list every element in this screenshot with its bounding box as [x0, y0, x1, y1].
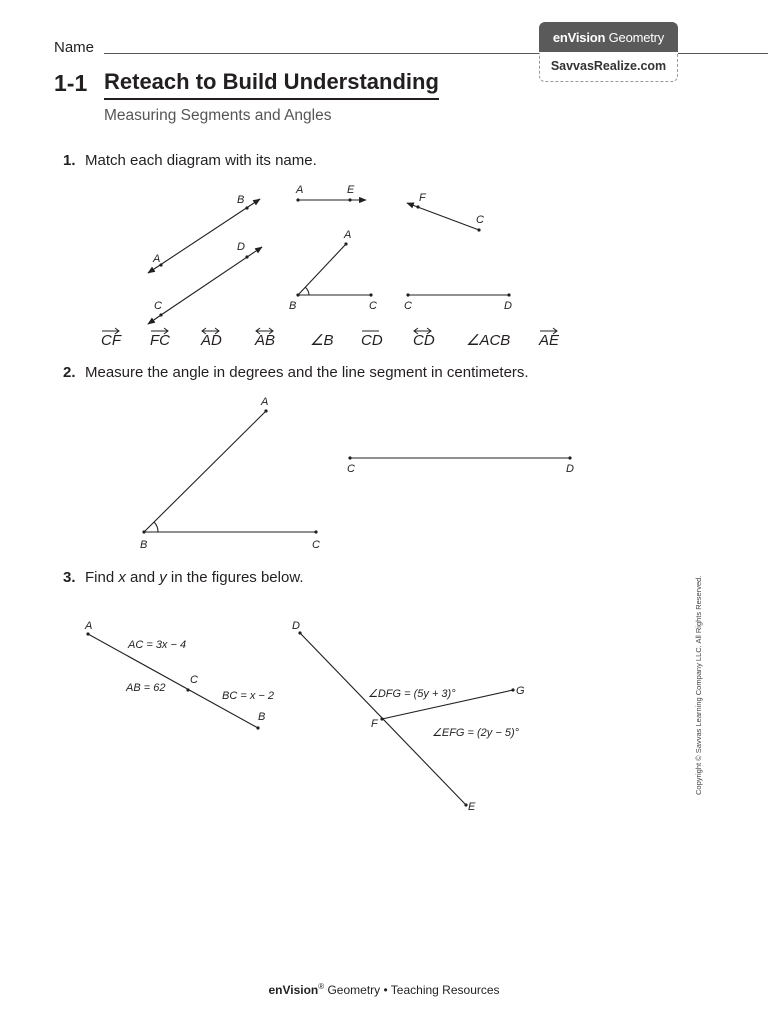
answer-choice [538, 328, 560, 349]
site-link[interactable]: SavvasRealize.com [539, 53, 678, 82]
question-3-pre: Find [85, 569, 119, 586]
q3-label-a: A [85, 620, 93, 632]
q1-label-a4: A [344, 229, 352, 241]
q2-angle-side-a [144, 411, 266, 532]
q1-label-d: D [237, 241, 245, 253]
q2-label-a: A [261, 396, 269, 408]
q1-label-b4: B [289, 300, 297, 312]
q1-label-e2: E [347, 184, 355, 196]
q2-label-b: B [140, 539, 148, 551]
q3-label-c: C [190, 674, 198, 686]
angle-b-arc [305, 287, 309, 295]
answer-choice-text: ∠ACB [466, 332, 511, 349]
q1-label-d5: D [504, 300, 512, 312]
q1-label-a2: A [296, 184, 304, 196]
q3-label-e: E [468, 801, 476, 813]
answer-choice-text: CD [361, 332, 383, 349]
answer-choice-text: FC [150, 332, 170, 349]
q1-label-f3: F [419, 192, 426, 204]
q2-label-c2: C [347, 463, 355, 475]
q3-eq-ac: AC = 3x − 4 [128, 639, 187, 651]
answer-choice-text: AE [539, 332, 560, 349]
answer-choice [310, 332, 333, 349]
question-2-text: Measure the angle in degrees and the line segment in centimeters. [85, 364, 529, 381]
question-3-mid: and [125, 569, 160, 586]
copyright-notice: Copyright © Savvas Learning Company LLC. All Rights Reserved. [694, 575, 703, 795]
line-ab [148, 199, 260, 273]
question-3-post: in the figures below. [166, 569, 304, 586]
question-1-number: 1. [63, 152, 76, 169]
q1-label-c: C [154, 300, 162, 312]
q3-eq-ab: AB = 62 [126, 682, 166, 694]
lesson-number: 1-1 [54, 70, 88, 96]
answer-choice-text: CF [101, 332, 121, 349]
q3-label-f: F [371, 718, 378, 730]
q2-label-d2: D [566, 463, 574, 475]
footer [0, 982, 768, 997]
q1-label-c3: C [476, 214, 484, 226]
question-2-number: 2. [63, 364, 76, 381]
q3-label-b: B [258, 711, 266, 723]
q1-label-a: A [153, 253, 161, 265]
q3-eq-efg: ∠EFG = (2y − 5)° [432, 727, 520, 739]
answer-choices [101, 328, 560, 349]
answer-choice-text: CD [413, 332, 435, 349]
answer-choice [101, 328, 122, 349]
answer-choice-text: ∠B [310, 332, 334, 349]
q3-eq-bc: BC = x − 2 [222, 690, 274, 702]
name-label: Name [54, 39, 95, 56]
q1-label-c5: C [404, 300, 412, 312]
lesson-subtitle: Measuring Segments and Angles [104, 107, 332, 124]
answer-choice [200, 328, 222, 349]
footer-brand: enVision [268, 983, 319, 997]
lesson-title: Reteach to Build Understanding [104, 69, 439, 100]
q3-eq-dfg: ∠DFG = (5y + 3)° [368, 688, 456, 700]
q3-label-d: D [292, 620, 300, 632]
question-3-y: y [159, 569, 167, 586]
brand-suffix: Geometry [605, 30, 665, 45]
answer-choice [466, 332, 510, 349]
answer-choice-text: AB [255, 332, 276, 349]
question-3-x: x [118, 569, 126, 586]
answer-choice [361, 331, 383, 349]
answer-choice [150, 328, 170, 349]
question-1-text: Match each diagram with its name. [85, 152, 317, 169]
q3-label-g: G [516, 685, 525, 697]
q2-label-c: C [312, 539, 320, 551]
q1-label-b: B [237, 194, 245, 206]
brand-prefix: enVision [552, 30, 606, 45]
footer-rest: Geometry • Teaching Resources [324, 983, 500, 997]
q2-angle-arc [154, 522, 158, 532]
question-3-number: 3. [63, 569, 76, 586]
answer-choice [254, 328, 275, 349]
q1-label-c4: C [369, 300, 377, 312]
answer-choice [413, 328, 435, 349]
footer-reg: ® [318, 982, 325, 991]
answer-choice-text: AD [201, 332, 222, 349]
